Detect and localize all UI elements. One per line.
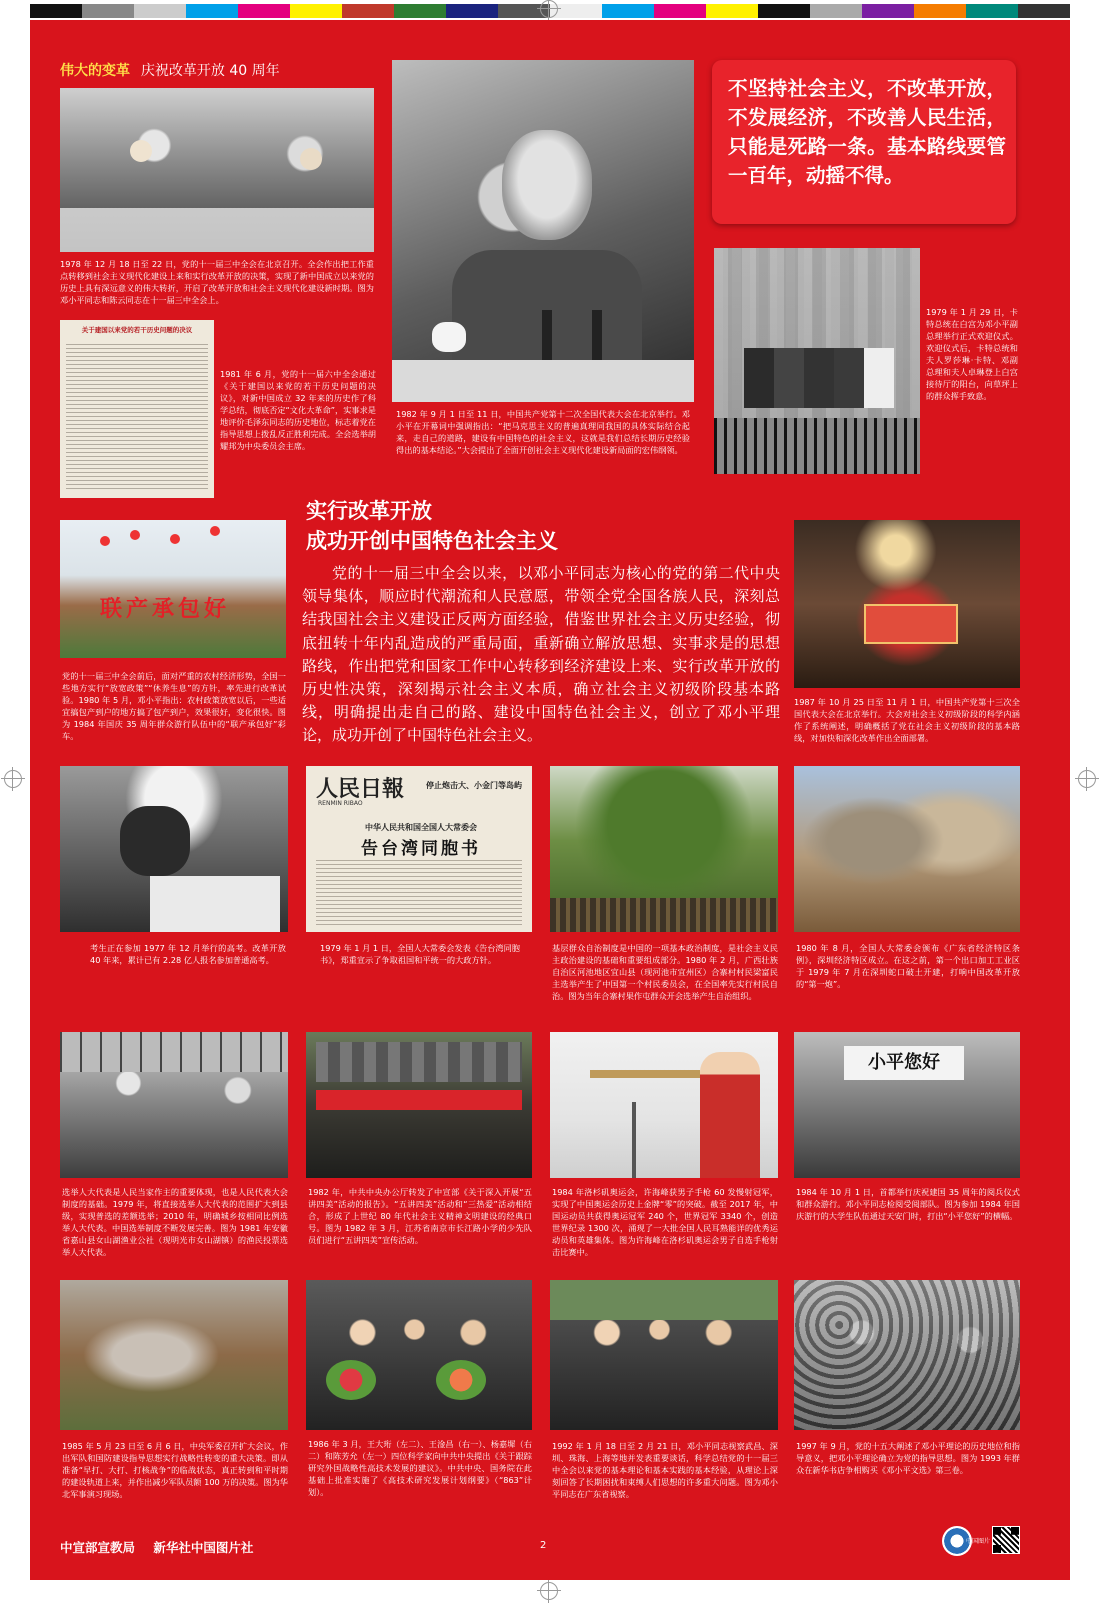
qr-code-icon[interactable]	[992, 1526, 1020, 1554]
caption-village-autonomy: 基层群众自治制度是中国的一项基本政治制度，是社会主义民主政治建设的基础和重要组成部分。1980 年 2 月，广西壮族自治区河池地区宜山县（现河池市宜州区）合寨村村民梁富民主选举产生了中国第一个村民委员会，在全国率先实行村民自治。图为当年合寨村果作屯群众开会选举产生自治组织。	[552, 943, 778, 1001]
photo-1977-exam	[60, 766, 288, 932]
caption-1985: 1985 年 5 月 23 日至 6 月 6 日，中央军委召开扩大会议，作出军队和国防建设指导思想实行战略性转变的重大决策。即从准备“早打、大打、打核战争”的临战状态，真正转到和平时期的建设轨道上来，并作出减少军队员额 100 万的决策。图为华北军事演习现场。	[62, 1441, 288, 1499]
newspaper-pinyin: RENMIN RIBAO	[318, 800, 363, 807]
section-heading	[306, 496, 558, 556]
series-subtitle: 庆祝改革开放 40 周年	[140, 63, 280, 79]
photo-1992-southern-tour	[550, 1280, 778, 1430]
quote-box	[712, 60, 1016, 224]
caption-1987: 1987 年 10 月 25 日至 11 月 1 日，中国共产党第十三次全国代表大会在北京举行。大会对社会主义初级阶段的科学内涵作了系统阐述，明确概括了党在社会主义初级阶段的基本路线，对加快和深化改革作出全面部署。	[794, 697, 1020, 743]
caption-taiwan-letter: 1979 年 1 月 1 日，全国人大常委会发表《告台湾同胞书》，郑重宣示了争取祖国和平统一的大政方针。	[320, 943, 520, 965]
photo-1982-five-stresses	[306, 1032, 532, 1178]
newspaper-headline: 告台湾同胞书	[361, 839, 481, 859]
section-body: 党的十一届三中全会以来，以邓小平同志为核心的党的第二代中央领导集体，顺应时代潮流和人民意愿，带领全党全国各族人民，深刻总结我国社会主义建设正反两方面经验，借鉴世界社会主义历史经验，彻底扭转十年内乱造成的严重局面，重新确立解放思想、实事求是的思想路线，作出把党和国家工作中心转移到经济建设上来、实行改革开放的历史性决策，深刻揭示社会主义本质，确立社会主义初级阶段基本路线，明确提出走自己的路、建设中国特色社会主义，创立了邓小平理论，成功开创了中国特色社会主义。	[302, 564, 780, 745]
photo-shekou-blast	[794, 766, 1020, 932]
publisher-xinhua: 新华社中国图片社	[153, 1540, 254, 1555]
china-foto-logo	[942, 1526, 991, 1556]
registration-mark-right	[1078, 770, 1096, 788]
photo-village-election	[550, 766, 778, 932]
photo-1978-plenum	[60, 88, 374, 252]
registration-mark-bottom	[540, 1582, 558, 1600]
photo-1979-white-house	[714, 248, 920, 474]
caption-1992: 1992 年 1 月 18 日至 2 月 21 日，邓小平同志视察武昌、深圳、珠海、上海等地并发表重要谈话，科学总结党的十一届三中全会以来党的基本理论和基本实践的基本经验，从理论上深刻回答了长期困扰和束缚人们思想的许多重大问题。图为邓小平同志在广东省视察。	[552, 1441, 778, 1499]
photo-1987-congress-hall	[794, 520, 1020, 688]
caption-1997: 1997 年 9 月，党的十五大阐述了邓小平理论的历史地位和指导意义，把邓小平理论确立为党的指导思想。图为 1993 年群众在新华书店争相购买《邓小平文选》第三卷。	[796, 1441, 1020, 1475]
banner-farm: 联产承包好	[100, 596, 231, 622]
caption-1982: 1982 年 9 月 1 日至 11 日，中国共产党第十二次全国代表大会在北京举行。邓小平在开幕词中强调指出：“把马克思主义的普遍真理同我国的具体实际结合起来，走自己的道路，建设有中国特色的社会主义，这就是我们总结长期历史经验得出的基本结论。”大会提出了全面开创社会主义现代化建设新局面的宏伟纲领。	[396, 409, 690, 455]
deng-quote: 不坚持社会主义，不改革开放，不发展经济，不改善人民生活，只能是死路一条。基本路线要管一百年，动摇不得。	[728, 77, 1006, 187]
registration-mark-top	[540, 0, 558, 18]
caption-olympic: 1984 年洛杉矶奥运会，许海峰获男子手枪 60 发慢射冠军，实现了中国奥运会历史上金牌“零”的突破。截至 2017 年，中国运动员共获得奥运冠军 240 个，世界冠军 3340 个，创造世界纪录 1300 次，涌现了一大批全国人民耳熟能详的优秀运动员和英雄集体。图为许海峰在洛杉矶奥运会男子自选手枪射击比赛中。	[552, 1187, 778, 1257]
photo-1985-military-exercise	[60, 1280, 288, 1430]
poster-sheet	[30, 20, 1070, 1580]
section-title-line1: 实行改革开放	[306, 498, 432, 523]
series-title: 伟大的变革	[60, 63, 130, 79]
photo-1986-scientists	[306, 1280, 532, 1430]
caption-exam: 考生正在参加 1977 年 12 月举行的高考。改革开放 40 年来，累计已有 2.28 亿人报名参加普通高考。	[90, 943, 286, 965]
caption-1978: 1978 年 12 月 18 日至 22 日，党的十一届三中全会在北京召开。全会作出把工作重点转移到社会主义现代化建设上来和实行改革开放的决策，实现了新中国成立以来党的历史上具有深远意义的伟大转折，开启了改革开放和社会主义现代化建设新时期。图为邓小平同志和陈云同志在十一届三中全会上。	[60, 259, 374, 305]
logo-text: 中国图片	[966, 1538, 991, 1545]
photo-1984-xiaoping-banner	[794, 1032, 1020, 1178]
photo-1981-fishermen-vote	[60, 1032, 288, 1178]
doc-title: 关于建国以来党的若干历史问题的决议	[81, 326, 193, 334]
caption-five-stresses: 1982 年，中共中央办公厅转发了中宣部《关于深入开展“五讲四美”活动的报告》。“五讲四美”活动和“三热爱”活动相结合，形成了上世纪 80 年代社会主义精神文明建设的经典口号。图为 1982 年 3 月，江苏省南京市长江路小学的少先队员们进行“五讲四美”宣传活动。	[308, 1187, 532, 1245]
photo-farm-float-parade	[60, 520, 286, 658]
banner-xiaoping: 小平您好	[844, 1046, 964, 1080]
caption-1984-parade: 1984 年 10 月 1 日，首都举行庆祝建国 35 周年的阅兵仪式和群众游行。邓小平同志检阅受阅部队。图为参加 1984 年国庆游行的大学生队伍通过天安门时，打出“小平您好”的横幅。	[796, 1187, 1020, 1221]
newspaper-name: 人民日報	[316, 776, 405, 802]
photo-1993-bookstore	[794, 1280, 1020, 1430]
newspaper-side-headline: 停止炮击大、小金门等岛屿	[426, 781, 522, 790]
section-title-line2: 成功开创中国特色社会主义	[306, 528, 558, 553]
photo-1981-resolution-document	[60, 320, 214, 498]
photo-1979-peoples-daily	[306, 766, 532, 932]
poster-header	[60, 60, 280, 80]
registration-mark-left	[4, 770, 22, 788]
caption-election: 选举人大代表是人民当家作主的重要体现，也是人民代表大会制度的基础。1979 年，将直接选举人大代表的范围扩大到县级，实现普选的差额选举；2010 年，明确城乡按相同比例选举人大代表。中国选举制度不断发展完善。图为 1981 年安徽省嘉山县女山湖渔业公社（现明光市女山湖镇）的渔民投票选举人大代表。	[62, 1187, 288, 1257]
newspaper-subhead: 中华人民共和国全国人大常委会	[365, 823, 477, 832]
photo-1982-deng-speech	[392, 60, 694, 402]
caption-1979: 1979 年 1 月 29 日，卡特总统在白宫为邓小平副总理举行正式欢迎仪式。欢迎仪式后，卡特总统和夫人罗莎琳·卡特、邓副总理和夫人卓琳登上白宫接待厅的阳台，向草坪上的群众挥手致意。	[926, 307, 1018, 401]
caption-863-plan: 1986 年 3 月，王大珩（左二）、王淦昌（右一）、杨嘉墀（右二）和陈芳允（左一）四位科学家向中共中央提出《关于跟踪研究外国战略性高技术发展的建议》。中共中央、国务院在此基础上批准实施了《高技术研究发展计划纲要》（“863”计划）。	[308, 1439, 532, 1497]
caption-shenzhen: 1980 年 8 月，全国人大常委会颁布《广东省经济特区条例》，深圳经济特区成立。在这之前，第一个出口加工工业区于 1979 年 7 月在深圳蛇口破土开建，打响中国改革开放的“第一炮”。	[796, 943, 1020, 989]
publisher-propaganda: 中宣部宣教局	[60, 1540, 136, 1555]
photo-1984-olympic-shooting	[550, 1032, 778, 1178]
caption-farm-reform: 党的十一届三中全会前后，面对严重的农村经济形势，全国一些地方实行“放宽政策”“休养生息”的方针，率先进行改革试验。1980 年 5 月，邓小平指出：农村政策放宽以后，一些适宜搞包产到户的地方搞了包产到户，效果很好，变化很快。图为 1984 年国庆 35 周年群众游行队伍中的“联产承包好”彩车。	[62, 671, 286, 741]
caption-1981: 1981 年 6 月，党的十一届六中全会通过《关于建国以来党的若干历史问题的决议》，对新中国成立 32 年来的历史作了科学总结，彻底否定“文化大革命”，实事求是地评价毛泽东同志的历史地位，标志着党在指导思想上拨乱反正胜利完成。全会选举胡耀邦为中央委员会主席。	[220, 369, 376, 451]
footer-publishers	[60, 1538, 253, 1556]
page-number: 2	[540, 1540, 547, 1551]
